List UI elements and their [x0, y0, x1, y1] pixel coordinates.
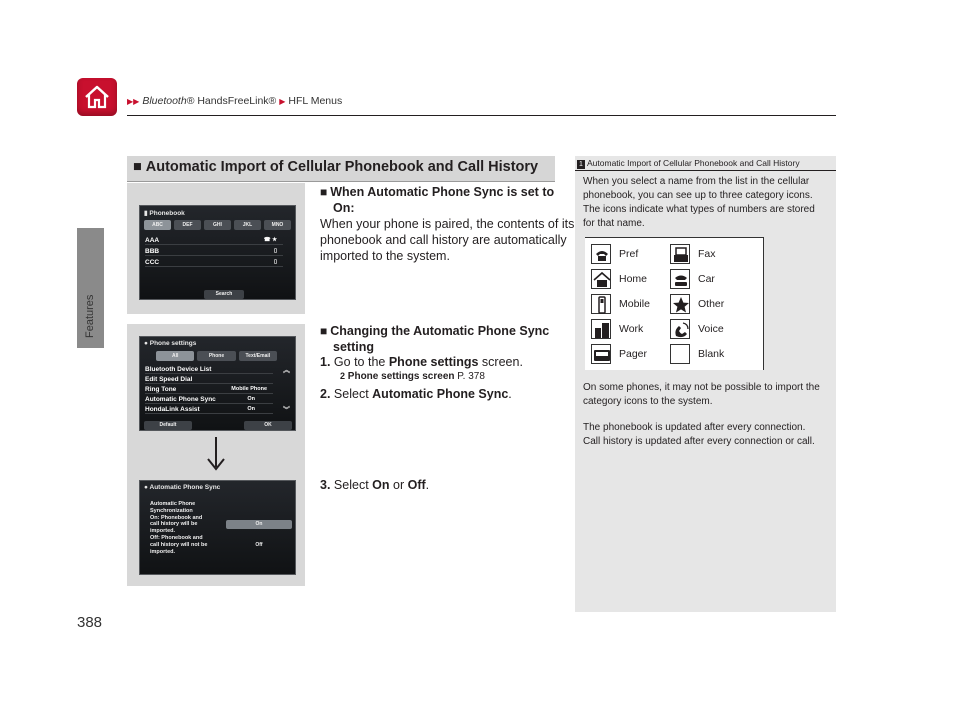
phone-settings-tabs: [156, 351, 277, 361]
tab-def[interactable]: DEF: [174, 220, 201, 230]
list-item[interactable]: HondaLink Assist On: [145, 405, 273, 414]
list-item[interactable]: CCC ▯: [145, 258, 283, 267]
note-rule: [575, 170, 836, 171]
mobile-icon: [591, 294, 611, 314]
section-heading: [127, 156, 555, 182]
header-rule: [127, 115, 836, 116]
option-off[interactable]: Off: [255, 542, 263, 548]
breadcrumb: [127, 95, 342, 107]
phonebook-tabs: [144, 220, 291, 230]
option-on[interactable]: On: [226, 520, 292, 529]
breadcrumb-arrow-icon: ▶: [279, 97, 286, 106]
mobile-icon: ▯: [273, 248, 277, 254]
home-icon: [83, 83, 111, 111]
list-item[interactable]: Bluetooth Device List: [145, 365, 273, 374]
phonebook-screen: [139, 205, 296, 300]
star-icon: [670, 294, 690, 314]
ok-button[interactable]: OK: [244, 421, 292, 430]
tab-abc[interactable]: ABC: [144, 220, 171, 230]
subsection-body-1: When your phone is paired, the contents of its phonebook and call history are automatically imported to the system.: [320, 217, 575, 263]
note-paragraph-3: The phonebook is updated after every connection. Call history is updated after every connection or call.: [583, 422, 815, 447]
phone-settings-title: ● Phone settings: [144, 340, 197, 347]
category-icon-table: Pref Fax Home Car Mobile Other Work Voice Pager Blank: [585, 237, 764, 370]
auto-sync-description: Automatic Phone Synchronization On: Phonebook and call history will be imported. Off: Phonebook and call history will not be imported.: [150, 501, 208, 555]
step-3: 3. Select On or Off.: [320, 478, 430, 492]
cross-reference[interactable]: 2 Phone settings screen P. 378: [340, 371, 485, 382]
voice-icon: [670, 319, 690, 339]
step-1: 1. Go to the Phone settings screen.: [320, 355, 523, 369]
blank-icon: [670, 344, 690, 364]
breadcrumb-arrow-icon: ▶▶: [127, 97, 140, 106]
list-item[interactable]: BBB ▯: [145, 247, 283, 256]
breadcrumb-item-bluetooth[interactable]: Bluetooth: [142, 95, 187, 107]
arrow-down-icon: [207, 437, 225, 471]
chapter-label: Features: [84, 294, 96, 338]
mobile-icon: ▯: [273, 259, 277, 265]
phone-settings-screen: [139, 336, 296, 431]
breadcrumb-item-hfl[interactable]: ® HandsFreeLink®: [186, 95, 277, 107]
home-button[interactable]: [77, 78, 117, 116]
note-marker-icon: 1: [577, 160, 585, 169]
scroll-up-icon[interactable]: ︽: [283, 367, 290, 374]
building-icon: [591, 319, 611, 339]
category-icons: ☎ ★: [263, 237, 277, 243]
list-item[interactable]: AAA ☎ ★: [145, 236, 283, 245]
phone-icon: [591, 244, 611, 264]
note-paragraph-1: When you select a name from the list in the cellular phonebook, you can see up to three category icons. The icons indicate what types of numbers are stored for that name.: [583, 176, 815, 229]
default-button[interactable]: Default: [144, 421, 192, 430]
tab-phone[interactable]: Phone: [197, 351, 235, 361]
subsection-heading-2: ■ Changing the Automatic Phone Sync setting: [320, 324, 550, 354]
pager-icon: [591, 344, 611, 364]
tab-jkl[interactable]: JKL: [234, 220, 261, 230]
search-button[interactable]: Search: [204, 290, 244, 299]
tab-mno[interactable]: MNO: [264, 220, 291, 230]
subsection-heading-1: ■ When Automatic Phone Sync is set to On:: [320, 185, 555, 215]
list-item[interactable]: Edit Speed Dial: [145, 375, 273, 384]
phonebook-title: ▮ Phonebook: [144, 210, 185, 217]
home-icon: [591, 269, 611, 289]
step-2: 2. Select Automatic Phone Sync.: [320, 387, 512, 401]
auto-sync-title: ● Automatic Phone Sync: [144, 484, 221, 491]
list-item[interactable]: Ring Tone Mobile Phone: [145, 385, 273, 394]
car-phone-icon: [670, 269, 690, 289]
breadcrumb-item-menus[interactable]: HFL Menus: [288, 95, 343, 107]
list-item[interactable]: Automatic Phone Sync On: [145, 395, 273, 404]
xref-arrow-icon: 2: [340, 371, 346, 381]
page-number: 388: [77, 614, 103, 631]
tab-all[interactable]: All: [156, 351, 194, 361]
section-title: ■ Automatic Import of Cellular Phonebook and Call History: [133, 159, 539, 175]
auto-sync-screen: [139, 480, 296, 575]
screenshot-panel-phonebook: [127, 183, 305, 314]
fax-icon: [670, 244, 690, 264]
tab-ghi[interactable]: GHI: [204, 220, 231, 230]
scroll-down-icon[interactable]: ︾: [283, 407, 290, 414]
note-paragraph-2: On some phones, it may not be possible to import the category icons to the system.: [583, 382, 820, 407]
note-title: 1 Automatic Import of Cellular Phonebook and Call History: [577, 158, 800, 169]
tab-text-email[interactable]: Text/Email: [239, 351, 277, 361]
